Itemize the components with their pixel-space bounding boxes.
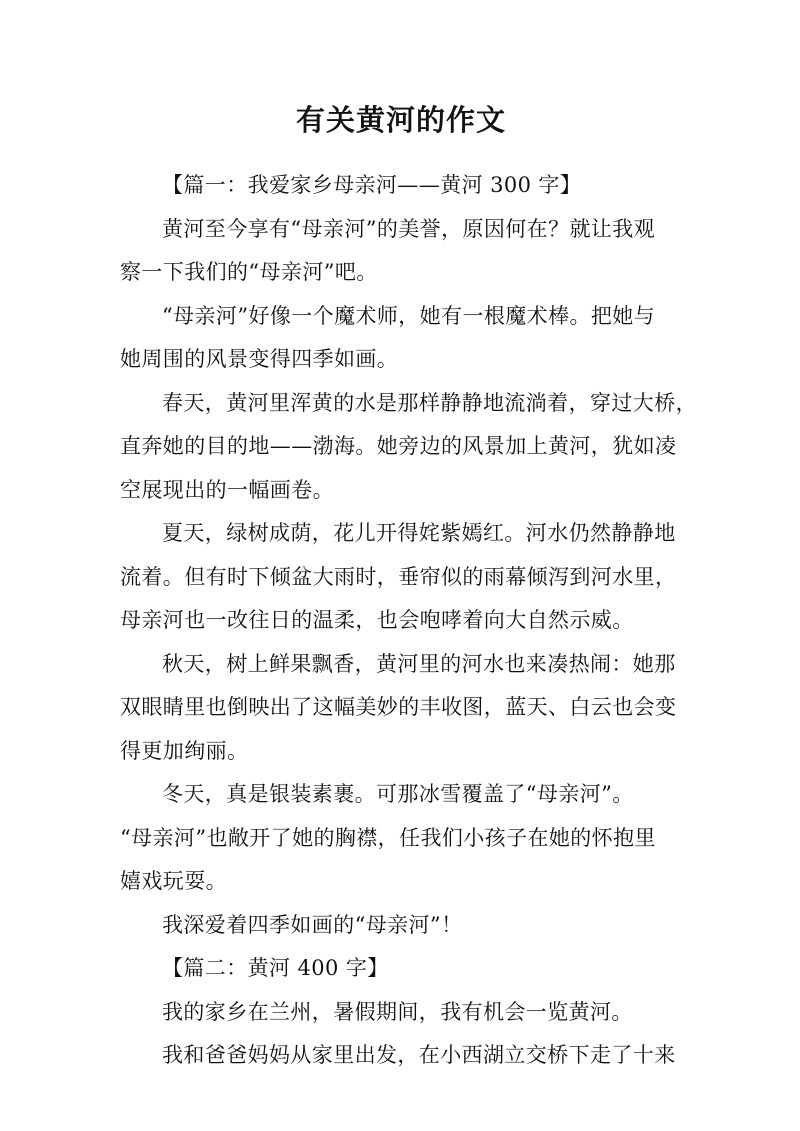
paragraph-line: 她周围的风景变得四季如画。 (120, 347, 399, 371)
paragraph-line: 双眼睛里也倒映出了这幅美妙的丰收图，蓝天、白云也会变 (120, 695, 677, 719)
paragraph-line: 春天，黄河里浑黄的水是那样静静地流淌着，穿过大桥， (162, 390, 697, 415)
paragraph-line: 冬天，真是银装素裹。可那冰雪覆盖了“母亲河”。 (162, 782, 634, 806)
paragraph-line: 我的家乡在兰州，暑假期间，我有机会一览黄河。 (162, 999, 633, 1024)
section-heading-2: 【篇二：黄河 400 字】 (162, 956, 389, 980)
document-title: 有关黄河的作文 (295, 103, 506, 137)
paragraph-line: 嬉戏玩耍。 (120, 869, 227, 893)
paragraph-line: 黄河至今享有“母亲河”的美誉，原因何在？就让我观 (162, 216, 656, 241)
paragraph-line: 流着。但有时下倾盆大雨时，垂帘似的雨幕倾泻到河水里， (120, 564, 677, 589)
section-heading-1: 【篇一：我爱家乡母亲河——黄河 300 字】 (162, 173, 582, 197)
document-body (120, 164, 697, 1078)
paragraph-line: 夏天，绿树成荫，花儿开得姹紫嫣红。河水仍然静静地 (162, 521, 676, 545)
paragraph-line: 察一下我们的“母亲河”吧。 (120, 260, 378, 284)
paragraph-line: 得更加绚丽。 (120, 738, 249, 763)
paragraph-line: 我和爸爸妈妈从家里出发，在小西湖立交桥下走了十来 (162, 1043, 676, 1067)
paragraph-line: 直奔她的目的地——渤海。她旁边的风景加上黄河，犹如凌 (120, 434, 677, 458)
paragraph-line: 母亲河也一改往日的温柔，也会咆哮着向大自然示威。 (120, 608, 634, 632)
paragraph-line: “母亲河”好像一个魔术师，她有一根魔术棒。把她与 (162, 303, 656, 328)
paragraph-line: “母亲河”也敞开了她的胸襟，任我们小孩子在她的怀抱里 (120, 825, 656, 850)
paragraph-line: 我深爱着四季如画的“母亲河”！ (162, 912, 463, 937)
paragraph-line: 秋天，树上鲜果飘香，黄河里的河水也来凑热闹：她那 (162, 651, 676, 676)
paragraph-line: 空展现出的一幅画卷。 (120, 477, 334, 502)
